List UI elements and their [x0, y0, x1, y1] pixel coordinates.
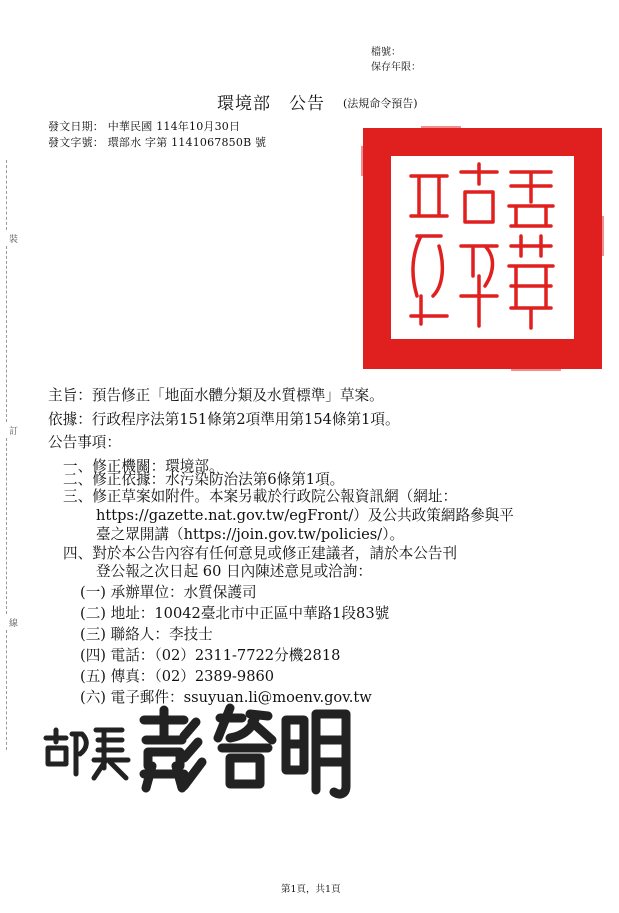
contact-email: (六) 電子郵件：ssuyuan.li@moenv.gov.tw	[80, 689, 372, 706]
item-2: 二、修正依據：水污染防治法第6條第1項。	[63, 471, 345, 488]
issue-date-label: 發文日期：	[48, 120, 104, 133]
issue-date	[48, 118, 240, 134]
page-subtitle: (法規命令預告)	[343, 97, 418, 110]
contact-unit: (一) 承辦單位：水質保護司	[80, 584, 257, 601]
page-number: 第1頁，共1頁	[281, 884, 341, 895]
binding-line	[6, 630, 7, 750]
item-3-line-3: 臺之眾開講（https://join.gov.tw/policies/）。	[96, 526, 405, 543]
basis-line: 依據：行政程序法第151條第2項準用第154條第1項。	[48, 411, 400, 428]
document-number-label: 發文字號：	[48, 136, 104, 149]
binding-mark-3: 線	[9, 619, 19, 629]
document-number-value: 環部水 字第 1141067850B 號	[107, 136, 267, 149]
binding-mark-2: 訂	[9, 427, 19, 437]
binding-line	[6, 160, 7, 230]
contact-address: (二) 地址：10042臺北市中正區中華路1段83號	[80, 605, 390, 622]
issue-date-value: 中華民國 114年10月30日	[107, 120, 241, 133]
items-heading: 公告事項：	[48, 434, 121, 451]
page-title: 環境部 公告	[217, 94, 325, 114]
item-3-line-1: 三、修正草案如附件。本案另載於行政院公報資訊網（網址：	[63, 488, 458, 505]
file-number-label: 檔號：	[371, 47, 401, 58]
item-4-line-1: 四、對於本公告內容有任何意見或修正建議者，請於本公告刊	[63, 545, 458, 562]
binding-line	[6, 246, 7, 422]
document-number	[48, 134, 266, 150]
item-4-line-2: 登公報之次日起 60 日內陳述意見或洽詢：	[96, 563, 372, 580]
binding-mark-1: 裝	[9, 235, 19, 245]
contact-person: (三) 聯絡人：李技士	[80, 626, 213, 643]
minister-signature	[40, 700, 360, 800]
retention-label: 保存年限：	[371, 62, 421, 73]
subject-line: 主旨：預告修正「地面水體分類及水質標準」草案。	[48, 387, 384, 404]
item-3-line-2: https://gazette.nat.gov.tw/egFront/）及公共政策網路參與平	[96, 507, 514, 524]
official-seal	[361, 126, 604, 371]
binding-line	[6, 438, 7, 614]
item-1: 一、修正機關：環境部。	[63, 458, 224, 475]
contact-fax: (五) 傳真：（02）2389-9860	[80, 668, 275, 685]
contact-phone: (四) 電話：（02）2311-7722分機2818	[80, 647, 341, 664]
